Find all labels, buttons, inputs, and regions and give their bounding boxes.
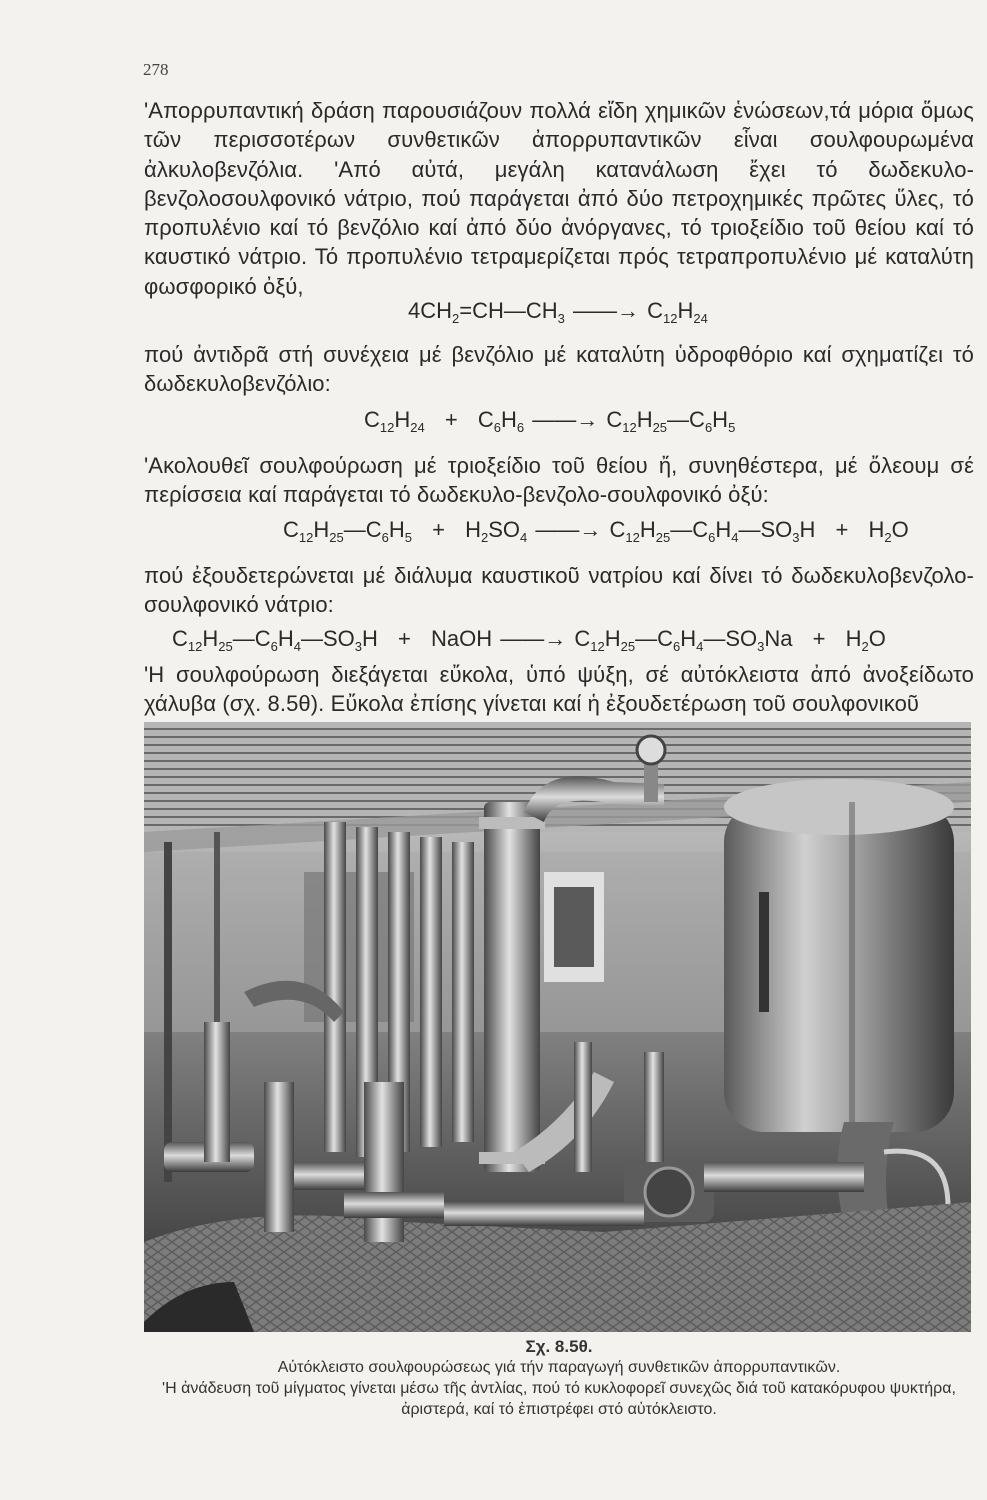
paragraph-text: 'Απορρυπαντική δράση παρουσιάζουν πολλά εἴδη χημικῶν ἑνώσεων,τά μόρια ὅμως τῶν περισσοτέρων συνθετικῶν ἀπορρυπαντικῶν εἶναι σουλφουρωμένα ἀλκυλοβενζόλια. 'Από αὐτά, μεγάλη κατανάλωση ἔχει τό δωδεκυλο-βενζολοσουλφονικό νάτριο, πού παράγεται ἀπό δύο πετροχημικές πρῶτες ὕλες, τό προπυλένιο καί τό βενζόλιο καί ἀπό δύο ἀνόργανες, τό τριοξείδιο τοῦ θείου καί τό καυστικό νάτριο. Τό προπυλένιο τετραμερίζεται πρός τετραπροπυλένιο μέ καταλύτη φωσφορικό ὀξύ, bbox=[144, 98, 974, 299]
paragraph-text: πού ἐξουδετερώνεται μέ διάλυμα καυστικοῦ νατρίου καί δίνει τό δωδεκυλοβενζολο-σουλφονικό νάτριο: bbox=[144, 563, 974, 618]
paragraph-text: 'Ακολουθεῖ σουλφούρωση μέ τριοξείδιο τοῦ θείου ἤ, συνηθέστερα, μέ ὄλεουμ σέ περίσσεια καί παράγεται τό δωδεκυλο-βενζολο-σουλφονικό ὀξύ: bbox=[144, 453, 974, 508]
equation-tetramerization: $4CH_2=CH—CH_3$ ——→ $C_{12}H_{24}$ bbox=[408, 298, 708, 326]
page-number: 278 bbox=[143, 60, 169, 79]
equation-sulfonation: $C_{12}H_{25}—C_6H_5 + H_2SO_4$ ——→ $C_{12}H_{25}—C_6H_4—SO_3H + H_2O$ bbox=[283, 517, 909, 545]
reaction-arrow: ——→ bbox=[500, 626, 567, 651]
reaction-arrow: ——→ bbox=[532, 407, 599, 432]
industrial-plant-image bbox=[144, 722, 971, 1332]
caption-line-title: Αὐτόκλειστο σουλφουρώσεως γιά τήν παραγωγή συνθετικῶν ἀπορρυπαντικῶν. bbox=[277, 1359, 841, 1376]
paragraph-alkylation bbox=[144, 340, 974, 399]
paragraph-text: 'Η σουλφούρωση διεξάγεται εὔκολα, ὑπό ψύξη, σέ αὐτόκλειστα ἀπό ἀνοξείδωτο χάλυβα (σχ. 8.5θ). Εὔκολα ἐπίσης γίνεται καί ἡ ἐξουδετέρωση τοῦ σουλφονικοῦ bbox=[144, 662, 974, 717]
equation-alkylation: $C_{12}H_{24} + C_6H_6$ ——→ $C_{12}H_{25}—C_6H_5$ bbox=[364, 407, 736, 435]
figure-caption-number: Σχ. 8.5θ. bbox=[525, 1337, 593, 1356]
autoclave-photo bbox=[144, 722, 971, 1332]
paragraph-neutralization bbox=[144, 561, 974, 620]
caption-line-description: 'Η ἀνάδευση τοῦ μίγματος γίνεται μέσω τῆς ἀντλίας, πού τό κυκλοφορεῖ συνεχῶς διά τοῦ κατακόρυφου ψυκτήρα, ἀριστερά, καί τό ἐπιστρέφει στό αὐτόκλειστο. bbox=[162, 1380, 956, 1418]
reaction-arrow: ——→ bbox=[573, 298, 640, 323]
figure-caption bbox=[144, 1357, 974, 1420]
paragraph-process bbox=[144, 660, 974, 719]
paragraph-sulfonation bbox=[144, 451, 974, 510]
reaction-arrow: ——→ bbox=[535, 517, 602, 542]
paragraph-intro bbox=[144, 96, 974, 301]
paragraph-text: πού ἀντιδρᾶ στή συνέχεια μέ βενζόλιο μέ καταλύτη ὑδροφθόριο καί σχηματίζει τό δωδεκυλοβενζόλιο: bbox=[144, 342, 974, 397]
equation-neutralization: $C_{12}H_{25}—C_6H_4—SO_3H$ + NaOH ——→ $C_{12}H_{25}—C_6H_4—SO_3Na + H_2O$ bbox=[172, 626, 886, 654]
